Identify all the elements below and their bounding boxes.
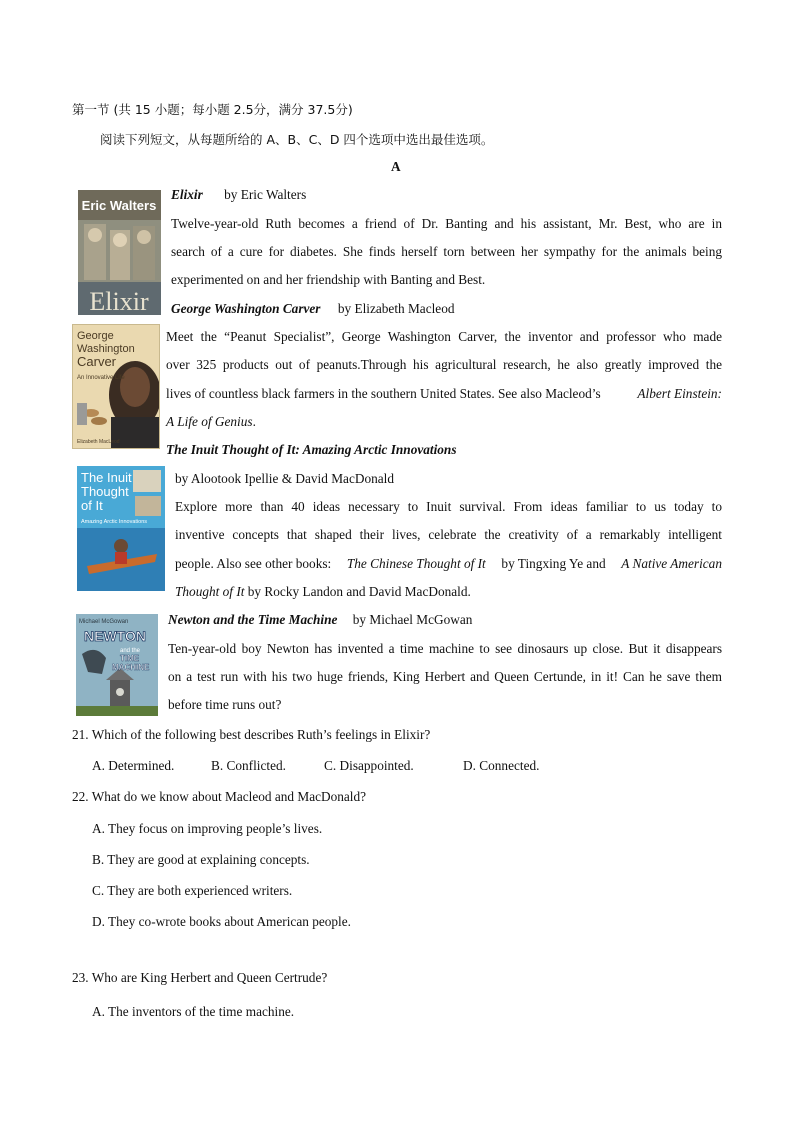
inuit-cover-subtitle: Amazing Arctic Innovations [81, 519, 148, 525]
q21-option-b: B. Conflicted. [211, 758, 286, 773]
newton-cover-title-2: and the [120, 648, 141, 654]
q22-option-b: B. They are good at explaining concepts. [92, 852, 310, 867]
inuit-line3-title-1: The Chinese Thought of It [346, 556, 486, 571]
elixir-desc-line-2: search of a cure for diabetes. She finds herself torn between her sympathy for the animals being [171, 244, 722, 259]
newton-cover-title-1: NEWTON [84, 628, 146, 644]
elixir-heading [171, 186, 306, 203]
inuit-desc-line-2: inventive concepts that shaped their lives, celebrate the creativity of a remarkably intelligent [175, 527, 722, 542]
question-21-stem: 21. Which of the following best describes Ruth’s feelings in Elixir? [72, 727, 431, 742]
passage-letter: A [391, 159, 401, 174]
section-title: 第一节 (共 15 小题；每小题 2.5分，满分 37.5分) [72, 102, 353, 117]
inuit-line3-title-2: A Native American [621, 556, 722, 571]
q21-option-d: D. Connected. [463, 758, 540, 773]
elixir-desc-line-3: experimented on and her friendship with Banting and Best. [171, 272, 486, 287]
newton-title: Newton and the Time Machine [168, 612, 338, 627]
newton-author: by Michael McGowan [352, 612, 473, 627]
inuit-heading [166, 441, 457, 458]
carver-desc-line-2: over 325 products out of peanuts.Through his agricultural research, he also greatly improved the [166, 357, 722, 372]
carver-desc-line-4 [166, 413, 256, 430]
newton-cover-title-4: MACHINE [112, 663, 150, 672]
newton-cover-image [76, 614, 158, 716]
inuit-desc-line-3 [175, 555, 722, 572]
carver-heading [171, 300, 455, 317]
carver-desc-line-3 [166, 385, 722, 402]
q22-option-c: C. They are both experienced writers. [92, 883, 293, 898]
carver-desc-line-3-text: lives of countless black farmers in the southern United States. See also Macleod’s [166, 386, 601, 401]
q21-option-c: C. Disappointed. [324, 758, 414, 773]
newton-desc-line-1: Ten-year-old boy Newton has invented a time machine to see dinosaurs up close. But it disappears [168, 641, 722, 656]
inuit-author: by Alootook Ipellie & David MacDonald [175, 471, 394, 486]
newton-cover-author: Michael McGowan [79, 619, 129, 625]
carver-desc-line-1: Meet the “Peanut Specialist”, George Washington Carver, the inventor and professor who made [166, 329, 722, 344]
elixir-desc-line-1: Twelve-year-old Ruth becomes a friend of Dr. Banting and his assistant, Mr. Best, who are in [171, 216, 722, 231]
inuit-line3-b: by Tingxing Ye and [501, 556, 606, 571]
inuit-desc-line-1: Explore more than 40 ideas necessary to Inuit survival. From ideas familiar to us today to [175, 499, 722, 514]
carver-cover-name-1: George [77, 330, 114, 342]
q22-option-d: D. They co-wrote books about American people. [92, 914, 351, 929]
inuit-desc-line-4 [175, 583, 471, 600]
carver-see-also-title-1: Albert Einstein: [637, 386, 722, 401]
elixir-author: by Eric Walters [224, 187, 307, 202]
carver-title: George Washington Carver [171, 301, 321, 316]
elixir-cover-title: Elixir [89, 287, 149, 315]
inuit-line3-a: people. Also see other books: [175, 556, 332, 571]
elixir-title: Elixir [171, 187, 203, 202]
newton-desc-line-2: on a test run with his two huge friends, King Herbert and Queen Certunde, in it! Can he save them [168, 669, 722, 684]
question-23-stem: 23. Who are King Herbert and Queen Certrude? [72, 970, 328, 985]
question-22-stem: 22. What do we know about Macleod and MacDonald? [72, 789, 367, 804]
q21-option-a: A. Determined. [92, 758, 175, 773]
newton-desc-line-3: before time runs out? [168, 697, 282, 712]
q22-option-a: A. They focus on improving people’s lives. [92, 821, 323, 836]
inuit-cover-image [77, 466, 165, 591]
q23-option-a: A. The inventors of the time machine. [92, 1004, 295, 1019]
elixir-cover-author: Eric Walters [81, 198, 157, 213]
inuit-cover-title-3: of It [81, 498, 103, 513]
inuit-line4-title: Thought of It [175, 584, 245, 599]
newton-cover-title-3: TIME [120, 654, 140, 663]
carver-period: . [252, 414, 256, 429]
instructions: 阅读下列短文，从每题所给的 A、B、C、D 四个选项中选出最佳选项。 [100, 132, 494, 147]
carver-cover-image [72, 324, 160, 449]
carver-cover-author: Elizabeth MacLeod [77, 439, 120, 445]
inuit-cover-title-1: The Inuit [81, 470, 132, 485]
carver-see-also-title-2: A Life of Genius [166, 414, 253, 429]
inuit-cover-title-2: Thought [81, 484, 129, 499]
inuit-title: The Inuit Thought of It: Amazing Arctic Innovations [166, 442, 457, 457]
carver-cover-name-3: Carver [77, 354, 117, 369]
carver-cover-name-2: Washington [77, 343, 135, 355]
elixir-cover-image [78, 190, 161, 315]
carver-cover-subtitle: An Innovative Life [77, 375, 125, 381]
carver-author: by Elizabeth Macleod [337, 301, 455, 316]
newton-heading [168, 611, 472, 628]
inuit-line4-b: by Rocky Landon and David MacDonald. [247, 584, 471, 599]
